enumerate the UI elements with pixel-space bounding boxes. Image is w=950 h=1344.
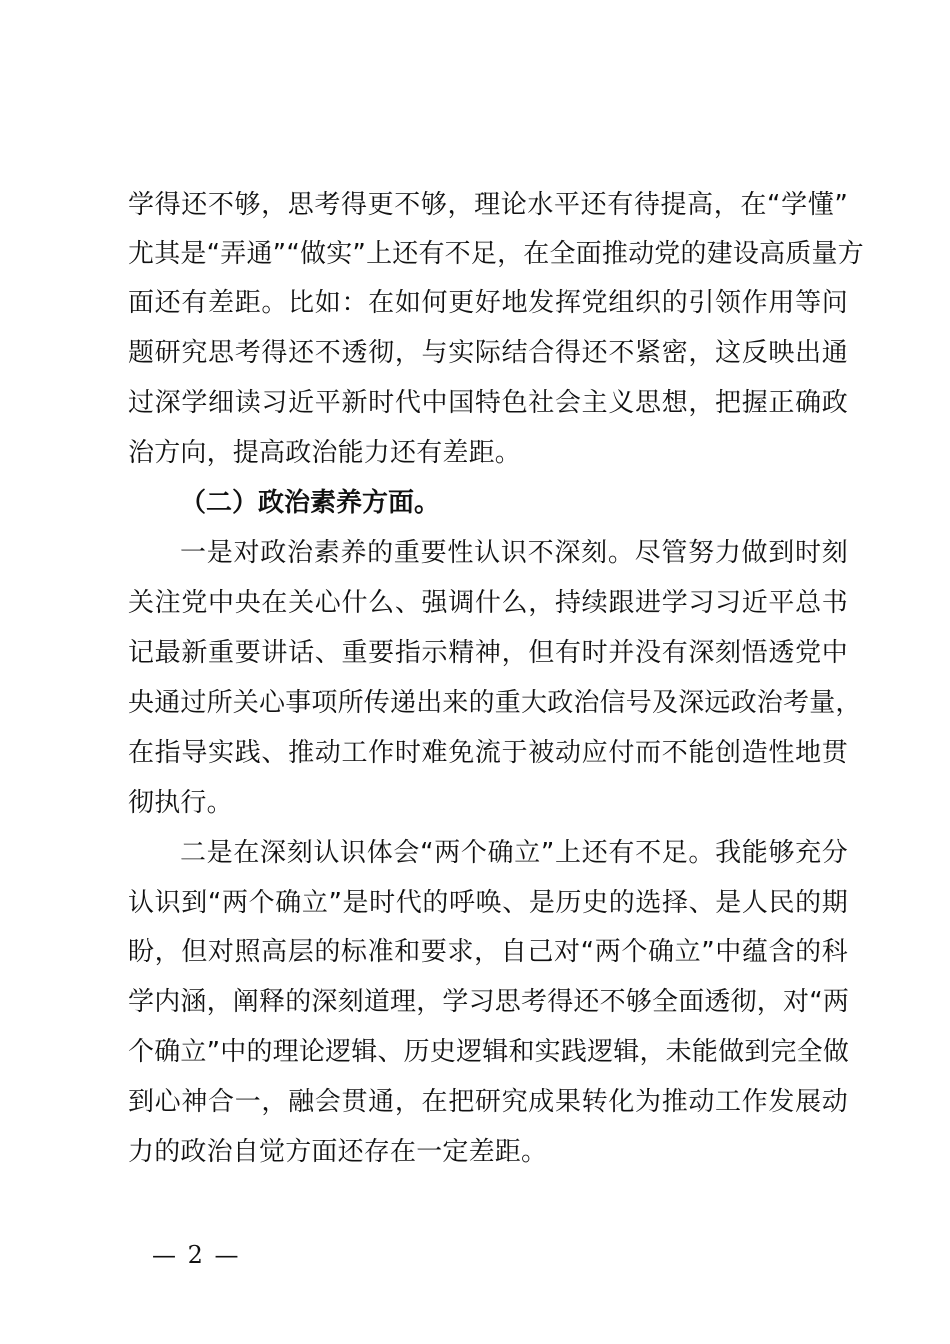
paragraph-1-line-3: 面还有差距。比如：在如何更好地发挥党组织的引领作用等问 — [128, 288, 848, 318]
section-heading-political-quality: （二）政治素养方面。 — [180, 488, 441, 518]
paragraph-3-line-3: 盼，但对照高层的标准和要求，自己对“两个确立”中蕴含的科 — [128, 937, 848, 967]
paragraph-3-line-4: 学内涵，阐释的深刻道理，学习思考得还不够全面透彻，对“两 — [128, 987, 850, 1017]
paragraph-3-line-2: 认识到“两个确立”是时代的呼唤、是历史的选择、是人民的期 — [128, 888, 848, 918]
paragraph-1-line-1: 学得还不够，思考得更不够，理论水平还有待提高，在“学懂” — [128, 190, 848, 220]
paragraph-2-line-4: 央通过所关心事项所传递出来的重大政治信号及深远政治考量， — [128, 688, 862, 718]
paragraph-2-line-6: 彻执行。 — [128, 788, 233, 818]
paragraph-3-line-5: 个确立”中的理论逻辑、历史逻辑和实践逻辑，未能做到完全做 — [128, 1037, 850, 1067]
paragraph-1-line-5: 过深学细读习近平新时代中国特色社会主义思想，把握正确政 — [128, 388, 848, 418]
page-number: — 2 — — [152, 1241, 241, 1269]
paragraph-2-line-3: 记最新重要讲话、重要指示精神，但有时并没有深刻悟透党中 — [128, 638, 848, 668]
paragraph-1-line-2: 尤其是“弄通”“做实”上还有不足，在全面推动党的建设高质量方 — [128, 239, 864, 269]
paragraph-3-line-1: 二是在深刻认识体会“两个确立”上还有不足。我能够充分 — [180, 838, 848, 868]
paragraph-3-line-7: 力的政治自觉方面还存在一定差距。 — [128, 1137, 548, 1167]
paragraph-2-line-1: 一是对政治素养的重要性认识不深刻。尽管努力做到时刻 — [180, 538, 848, 568]
paragraph-2-line-2: 关注党中央在关心什么、强调什么，持续跟进学习习近平总书 — [128, 588, 848, 618]
paragraph-1-line-6: 治方向，提高政治能力还有差距。 — [128, 438, 522, 468]
paragraph-3-line-6: 到心神合一，融会贯通，在把研究成果转化为推动工作发展动 — [128, 1087, 848, 1117]
paragraph-2-line-5: 在指导实践、推动工作时难免流于被动应付而不能创造性地贯 — [128, 738, 848, 768]
paragraph-1-line-4: 题研究思考得还不透彻，与实际结合得还不紧密，这反映出通 — [128, 338, 848, 368]
